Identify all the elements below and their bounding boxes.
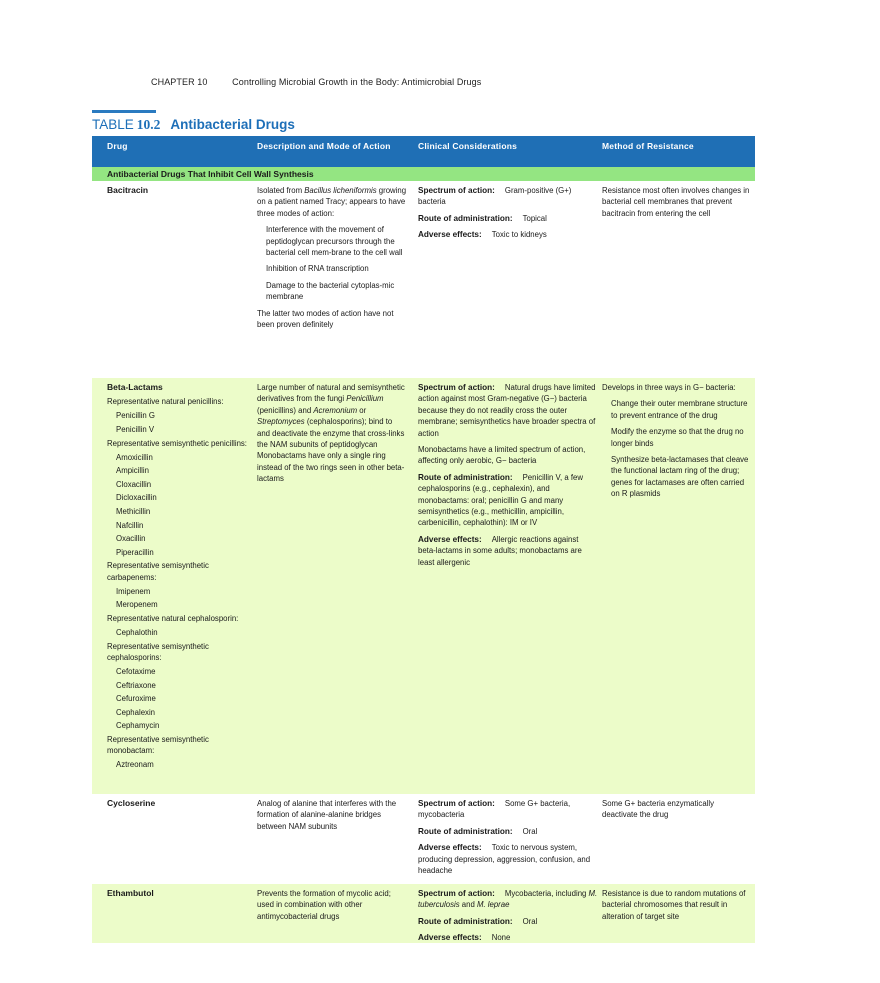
clinical-cell: Spectrum of action: Mycobacteria, including M. tuberculosis and M. leprae Route of administration: Oral Adverse effects: None: [418, 889, 598, 943]
description-note: The latter two modes of action have not been proven definitely: [257, 308, 394, 330]
section-header: [92, 167, 755, 181]
description-cell: Large number of natural and semisynthetic derivatives from the fungi Penicillium (penicillins) and Acremonium or Streptomyces (cephalosporins); bind to and deactivate the enzyme that cross-links the NAM subunits of peptidoglycan Monobactams have only a single ring instead of the two rings seen in other beta-lactams: [257, 383, 405, 484]
chapter-number: CHAPTER 10: [151, 77, 208, 87]
drug-name: Bacitracin: [107, 185, 149, 195]
section-title: Antibacterial Drugs That Inhibit Cell Wall Synthesis: [107, 169, 314, 179]
col-header-description: Description and Mode of Action: [257, 141, 391, 151]
table-label: TABLE: [92, 117, 134, 132]
resistance-cell: Resistance most often involves changes in bacterial cell membranes that prevent bacitracin from entering the cell: [602, 186, 750, 218]
description-cell: Isolated from Bacillus licheniformis growing on a patient named Tracy; appears to have three modes of action: Interference with the movement of peptidoglycan precursors through the bacterial cell mem-brane to the cell wall Inhibition of RNA transcription Damage to the bacterial cytoplas-mic membrane The latter two modes of action have not been proven definitely: [257, 186, 407, 330]
antibacterial-drugs-table: [92, 136, 755, 943]
table-name: Antibacterial Drugs: [170, 117, 295, 132]
col-header-drug: Drug: [107, 141, 128, 151]
table-number: 10.2: [136, 117, 161, 132]
resistance-cell: Resistance is due to random mutations of bacterial chromosomes that result in alteration of target site: [602, 889, 746, 921]
table-title: [92, 117, 295, 133]
col-header-clinical: Clinical Considerations: [418, 141, 518, 151]
table-row-ethambutol: [92, 884, 755, 943]
clinical-cell: Spectrum of action: Gram-positive (G+) bacteria Route of administration: Topical Adverse effects: Toxic to kidneys: [418, 186, 572, 240]
chapter-title: Controlling Microbial Growth in the Body: Antimicrobial Drugs: [232, 77, 482, 87]
resistance-cell: Develops in three ways in G− bacteria: Change their outer membrane structure to prevent entrance of the drug Modify the enzyme so that the drug no longer binds Synthesize beta-lactamases that cleave the functional lactam ring of the drug; genes for lactamases are often carried on R plasmids: [602, 383, 749, 499]
mode-item: Inhibition of RNA transcription: [266, 264, 369, 274]
description-cell: Analog of alanine that interferes with the formation of alanine-alanine bridges between NAM subunits: [257, 799, 397, 831]
mode-item: Damage to the bacterial cytoplas-mic membrane: [266, 280, 395, 302]
description-cell: Prevents the formation of mycolic acid; used in combination with other antimycobacterial drugs: [257, 889, 391, 921]
col-header-resistance: Method of Resistance: [602, 141, 694, 151]
table-row-cycloserine: [92, 794, 755, 884]
drug-cell: Beta-Lactams Representative natural penicillins: Penicillin G Penicillin V Representative semisynthetic penicillins: Amoxicillin Ampicillin Cloxacillin Dicloxacillin Methicillin Nafcillin Oxacillin Piperacillin Representative semisynthetic carbapenems: Imipenem Meropenem Representative natural cephalosporin: Cephalothin Representative semisynthetic cephalosporins: Cefotaxime Ceftriaxone Cefuroxime Cephalexin Cephamycin Representative semisynthetic monobactam: Aztreonam: [107, 382, 252, 770]
running-head: [151, 77, 481, 87]
table-row-bacitracin: [92, 181, 755, 378]
mode-item: Interference with the movement of peptidoglycan precursors through the bacterial cell mem-brane to the cell wall: [266, 225, 403, 258]
drug-name: Ethambutol: [107, 888, 154, 898]
clinical-cell: Spectrum of action: Some G+ bacteria, mycobacteria Route of administration: Oral Adverse effects: Toxic to nervous system, producing depression, aggression, confusion, and headache: [418, 799, 591, 876]
resistance-cell: Some G+ bacteria enzymatically deactivate the drug: [602, 799, 715, 820]
table-header: [92, 136, 755, 167]
drug-name: Cycloserine: [107, 798, 156, 808]
drug-name: Beta-Lactams: [107, 382, 163, 392]
table-row-beta-lactams: [92, 378, 755, 794]
clinical-cell: Spectrum of action: Natural drugs have limited action against most Gram-negative (G−) bacteria because they do not readily cross the outer membrane; semisynthetics have broader spectra of action Monobactams have a limited spectrum of action, affecting only aerobic, G− bacteria Route of administration: Penicillin V, a few cephalosporins (e.g., cephalexin), and monobactams: oral; penicillin G and many semisynthetics (e.g., methicillin, ampicillin, carbenicillin, cephalothin): IM or IV Adverse effects: Allergic reactions against beta-lactams in some adults; monobactams are least allergenic: [418, 383, 596, 567]
table-title-rule: [92, 110, 156, 113]
